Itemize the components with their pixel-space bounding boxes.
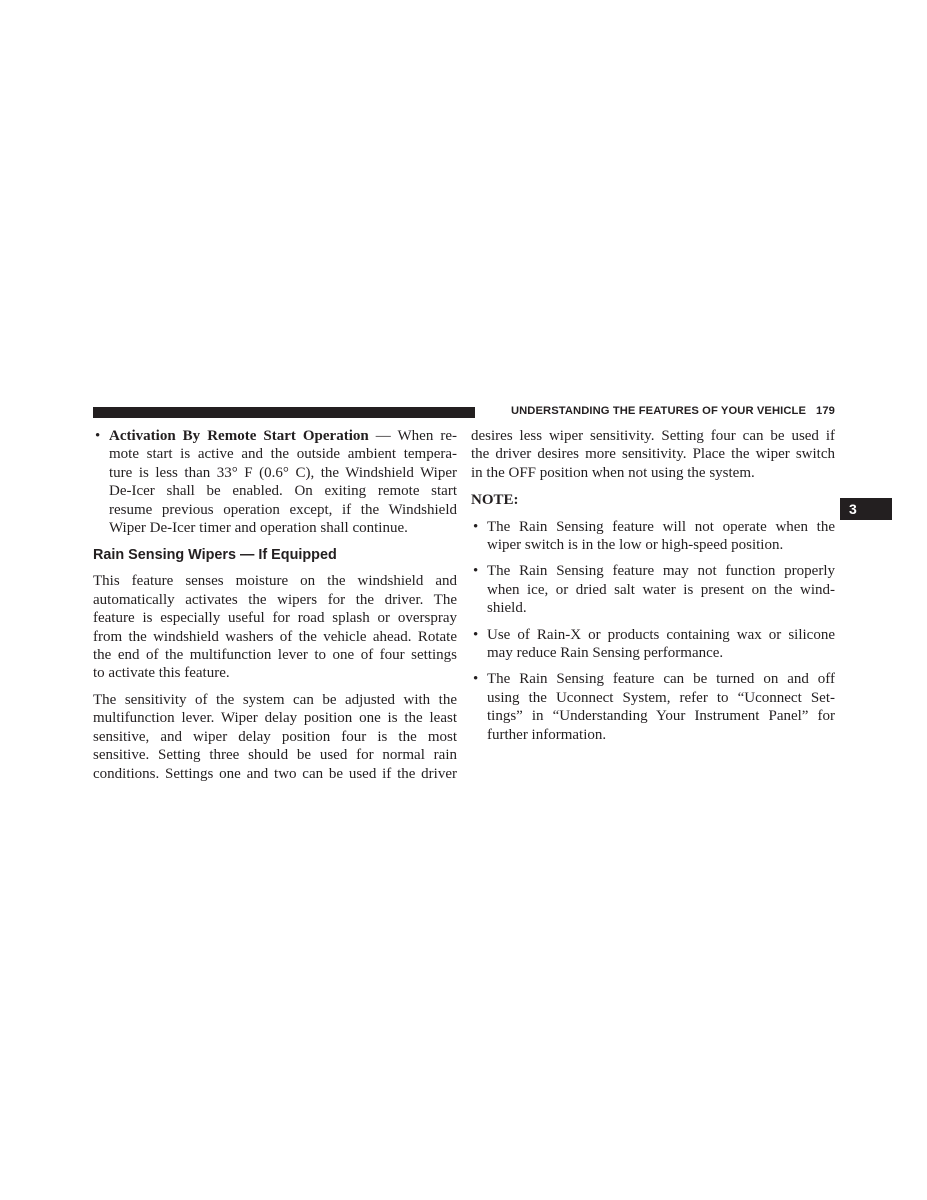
paragraph-continued: [471, 427, 835, 482]
header-rule: [93, 407, 475, 418]
bullet-line: when ice, or dried salt water is present on the wind-: [487, 581, 835, 598]
paragraph-line: feature is especially useful for road splash or overspray: [93, 610, 457, 627]
note-bullet: [471, 562, 835, 617]
right-column: [471, 427, 835, 752]
section-heading: Rain Sensing Wipers — If Equipped: [93, 547, 337, 564]
paragraph-line: sensitive. Setting three should be used for normal rain: [93, 747, 457, 764]
remote-start-bullet: [93, 427, 457, 537]
bullet-line: Wiper De-Icer timer and operation shall continue.: [109, 520, 408, 537]
paragraph-line: from the windshield washers of the vehicle ahead. Rotate: [93, 628, 457, 645]
note-bullet: [471, 670, 835, 744]
paragraph-line: in the OFF position when not using the system.: [471, 464, 755, 481]
running-head: [484, 405, 835, 417]
bullet-line: resume previous operation except, if the Windshield: [109, 501, 457, 518]
bullet-dot: •: [473, 518, 479, 535]
bullet-dot: •: [473, 626, 479, 643]
paragraph-line: conditions. Settings one and two can be used if the driver: [93, 765, 457, 782]
bullet-dot: •: [473, 671, 479, 688]
chapter-tab: 3: [840, 498, 892, 520]
paragraph-line: desires less wiper sensitivity. Setting four can be used if: [471, 428, 835, 444]
bullet-line: The Rain Sensing feature can be turned on and off: [487, 671, 835, 688]
bullet-line: using the Uconnect System, refer to “Uconnect Set-: [487, 689, 835, 706]
page-number: 179: [816, 405, 835, 417]
bullet-line: Use of Rain-X or products containing wax or silicone: [487, 626, 835, 643]
paragraph-line: automatically activates the wipers for the driver. The: [93, 591, 457, 608]
paragraph-line: The sensitivity of the system can be adjusted with the: [93, 691, 457, 708]
left-column: [93, 427, 457, 791]
paragraph-line: sensitive, and wiper delay position four is the most: [93, 728, 457, 745]
note-bullet: [471, 518, 835, 555]
bullet-dot: •: [473, 563, 479, 580]
bullet-bold-lead: Activation By Remote Start Operation: [109, 428, 369, 444]
note-bullet: [471, 626, 835, 663]
bullet-line: De-Icer shall be enabled. On exiting remote start: [109, 483, 457, 500]
bullet-line: tings” in “Understanding Your Instrument Panel” for: [487, 708, 835, 725]
bullet-line: further information.: [487, 726, 607, 743]
paragraph-line: the driver desires more sensitivity. Place the wiper switch: [471, 446, 835, 463]
running-title: UNDERSTANDING THE FEATURES OF YOUR VEHICLE: [510, 405, 807, 417]
bullet-line: shield.: [487, 600, 527, 617]
bullet-line: The Rain Sensing feature will not operate when the: [487, 518, 835, 535]
bullet-line-rest: — When re-: [368, 428, 458, 444]
bullet-line: may reduce Rain Sensing performance.: [487, 645, 724, 662]
paragraph-line: This feature senses moisture on the windshield and: [93, 573, 457, 590]
paragraph-line: the end of the multifunction lever to one of four settings: [93, 647, 457, 664]
paragraph-line: to activate this feature.: [93, 665, 230, 682]
bullet-line: wiper switch is in the low or high-speed position.: [487, 537, 784, 554]
paragraph-feature-description: [93, 572, 457, 682]
paragraph-line: multifunction lever. Wiper delay position one is the least: [93, 710, 457, 727]
bullet-line: ture is less than 33° F (0.6° C), the Windshield Wiper: [109, 464, 457, 481]
bullet-line: mote start is active and the outside ambient tempera-: [109, 446, 457, 463]
note-label: NOTE:: [471, 492, 519, 509]
bullet-dot: •: [95, 428, 101, 444]
bullet-line: The Rain Sensing feature may not function properly: [487, 563, 835, 580]
paragraph-sensitivity: [93, 691, 457, 783]
bullet-line: [109, 427, 457, 445]
